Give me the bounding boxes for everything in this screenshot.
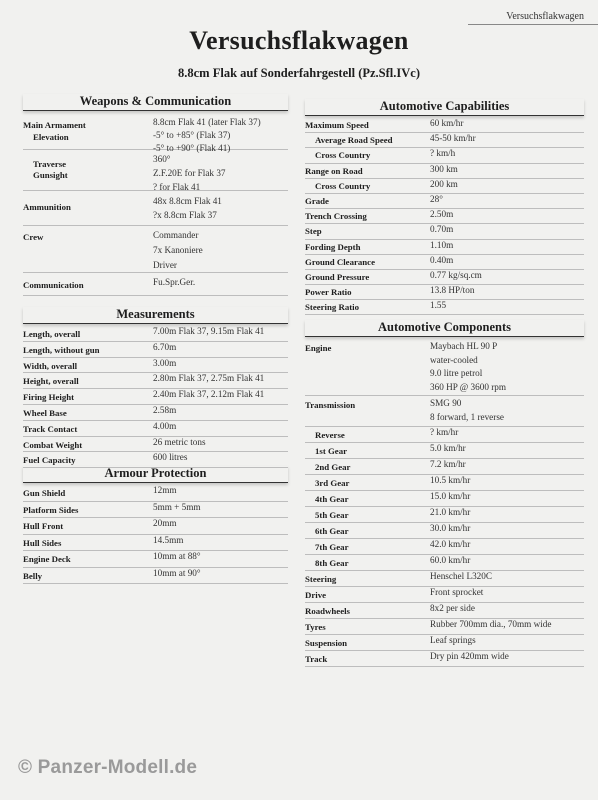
spec-row [305, 240, 584, 255]
spec-label: Roadwheels [305, 606, 350, 616]
spec-value: Fu.Spr.Ger. [153, 277, 196, 287]
spec-value: 8x2 per side [430, 603, 475, 613]
spec-value: Henschel L320C [430, 571, 493, 581]
spec-row [305, 427, 584, 443]
spec-label: Tyres [305, 622, 326, 632]
spec-value: 2.58m [153, 404, 177, 415]
spec-row [23, 535, 288, 552]
spec-label: Engine [305, 343, 332, 353]
spec-row [305, 339, 584, 396]
spec-value: 7.00m Flak 37, 9.15m Flak 41 [153, 326, 265, 336]
spec-label: 4th Gear [315, 494, 349, 504]
spec-label: Ammunition [23, 202, 71, 212]
spec-value: 200 km [430, 178, 458, 189]
spec-value: 10.5 km/hr [430, 475, 471, 485]
spec-label: Wheel Base [23, 407, 67, 418]
spec-value: 60.0 km/hr [430, 555, 471, 565]
spec-row [23, 502, 288, 519]
components-section [305, 320, 584, 667]
spec-label: 3rd Gear [315, 478, 350, 488]
spec-label: Reverse [315, 430, 345, 440]
spec-row [305, 539, 584, 555]
capabilities-section-title: Automotive Capabilities [305, 99, 584, 116]
spec-label: Steering [305, 574, 337, 584]
spec-value: 2.80m Flak 37, 2.75m Flak 41 [153, 373, 265, 384]
spec-row [305, 270, 584, 285]
spec-label: Crew [23, 232, 44, 242]
spec-value: 30.0 km/hr [430, 523, 471, 533]
spec-value: 21.0 km/hr [430, 507, 471, 517]
spec-value: 2.40m Flak 37, 2.12m Flak 41 [153, 389, 265, 400]
spec-row [305, 209, 584, 224]
spec-label: 7th Gear [315, 542, 349, 552]
spec-value: 42.0 km/hr [430, 539, 471, 549]
spec-value: 26 metric tons [153, 436, 206, 447]
spec-value: 1.55 [430, 300, 447, 311]
spec-label: Ground Pressure [305, 271, 370, 282]
spec-value: 300 km [430, 163, 458, 174]
spec-value: 12mm [153, 485, 177, 495]
spec-value: 13.8 HP/ton [430, 285, 475, 296]
spec-value: Rubber 700mm dia., 70mm wide [430, 619, 552, 629]
measurements-section-title: Measurements [23, 307, 288, 324]
spec-label: Cross Country [315, 150, 371, 161]
spec-label: Belly [23, 570, 43, 581]
page-title: Versuchsflakwagen [189, 26, 409, 55]
spec-value: Commander [153, 230, 199, 240]
spec-row [305, 587, 584, 603]
running-header: Versuchsflakwagen [506, 11, 584, 22]
spec-value: ? for Flak 41 [153, 182, 201, 192]
spec-row [305, 179, 584, 194]
spec-row [23, 518, 288, 535]
spec-label: Traverse [33, 159, 67, 169]
capabilities-section [305, 99, 584, 315]
spec-value: 360° [153, 154, 171, 164]
spec-row [305, 148, 584, 163]
spec-label: Steering Ratio [305, 302, 359, 313]
spec-label: Gunsight [33, 170, 68, 180]
spec-row [23, 405, 288, 421]
spec-row [23, 226, 288, 273]
spec-row [305, 523, 584, 539]
spec-value: water-cooled [430, 354, 478, 365]
spec-row [305, 571, 584, 587]
spec-label: Length, overall [23, 329, 81, 339]
spec-value: Driver [153, 260, 177, 270]
spec-label: Ground Clearance [305, 256, 375, 267]
spec-row [305, 224, 584, 239]
spec-value: 60 km/hr [430, 118, 464, 128]
spec-label: Length, without gun [23, 344, 100, 355]
spec-row [305, 396, 584, 427]
spec-value: 28° [430, 193, 443, 204]
spec-value: Leaf springs [430, 635, 476, 645]
spec-label: Track Contact [23, 423, 78, 434]
spec-row [23, 273, 288, 296]
armour-section-title: Armour Protection [23, 466, 288, 483]
spec-label: Height, overall [23, 376, 79, 387]
spec-value: ? km/hr [430, 427, 459, 437]
spec-row [23, 191, 288, 226]
spec-value: 0.70m [430, 224, 454, 235]
spec-value: ?x 8.8cm Flak 37 [153, 210, 217, 220]
spec-label: Platform Sides [23, 504, 79, 515]
spec-label: Average Road Speed [315, 135, 393, 146]
spec-row [23, 389, 288, 405]
spec-value: Z.F.20E for Flak 37 [153, 168, 226, 178]
spec-row [23, 551, 288, 568]
measurements-section [23, 307, 288, 468]
spec-value: 360 HP @ 3600 rpm [430, 381, 507, 392]
spec-value: 600 litres [153, 452, 188, 463]
spec-value: Dry pin 420mm wide [430, 651, 509, 661]
spec-row [23, 568, 288, 585]
spec-label: Drive [305, 590, 327, 600]
spec-row [305, 635, 584, 651]
watermark: © Panzer-Modell.de [18, 757, 198, 778]
spec-value: 1.10m [430, 239, 454, 250]
spec-row [305, 118, 584, 133]
spec-label: 8th Gear [315, 558, 349, 568]
spec-label: Gun Shield [23, 488, 66, 498]
spec-row [23, 485, 288, 502]
spec-row [305, 619, 584, 635]
spec-label: Fuel Capacity [23, 455, 76, 466]
spec-row [305, 300, 584, 315]
spec-row [305, 133, 584, 148]
armour-section [23, 466, 288, 584]
spec-label: 2nd Gear [315, 462, 351, 472]
spec-label: Power Ratio [305, 287, 352, 298]
spec-row [23, 113, 288, 153]
spec-row [305, 285, 584, 300]
spec-row [305, 164, 584, 179]
spec-row [305, 603, 584, 619]
spec-value: 45-50 km/hr [430, 133, 476, 144]
spec-label: Main Armament [23, 120, 86, 130]
spec-value: 8 forward, 1 reverse [430, 411, 504, 422]
spec-value: -5° to +85° (Flak 37) [153, 130, 231, 140]
spec-row [305, 194, 584, 209]
spec-label: Track [305, 654, 328, 664]
spec-label: Step [305, 226, 322, 237]
spec-value: -5° to +90° (Flak 41) [153, 143, 231, 153]
spec-value: 8.8cm Flak 41 (later Flak 37) [153, 117, 261, 127]
spec-value: 4.00m [153, 420, 177, 431]
spec-value: 9.0 litre petrol [430, 368, 483, 378]
spec-label: Maximum Speed [305, 120, 369, 130]
spec-value: 7.2 km/hr [430, 459, 466, 469]
spec-label: Hull Sides [23, 537, 62, 548]
spec-row [305, 507, 584, 523]
spec-label: Communication [23, 280, 84, 290]
weapons-section-title: Weapons & Communication [23, 94, 288, 111]
spec-label: Trench Crossing [305, 211, 367, 222]
spec-row [23, 342, 288, 358]
spec-value: 20mm [153, 518, 177, 528]
spec-value: 7x Kanoniere [153, 245, 203, 255]
spec-value: 2.50m [430, 209, 454, 220]
spec-row [23, 437, 288, 453]
spec-label: 6th Gear [315, 526, 349, 536]
spec-row [305, 475, 584, 491]
spec-row [305, 491, 584, 507]
spec-value: 10mm at 90° [153, 567, 201, 578]
spec-value: 10mm at 88° [153, 551, 201, 561]
spec-label: Cross Country [315, 180, 371, 191]
spec-value: Front sprocket [430, 587, 484, 597]
spec-label: Grade [305, 195, 329, 206]
weapons-section [23, 94, 288, 296]
spec-row [23, 150, 288, 191]
spec-label: Range on Road [305, 165, 363, 176]
spec-value: 5.0 km/hr [430, 443, 466, 453]
spec-value: 0.77 kg/sq.cm [430, 269, 482, 280]
spec-row [23, 358, 288, 374]
spec-label: Combat Weight [23, 439, 83, 450]
spec-row [305, 459, 584, 475]
spec-row [23, 326, 288, 342]
spec-row [305, 443, 584, 459]
spec-value: 14.5mm [153, 534, 184, 545]
spec-label: Transmission [305, 400, 356, 410]
page-subtitle: 8.8cm Flak auf Sonderfahrgestell (Pz.Sfl.IVc) [178, 66, 420, 80]
spec-value: 15.0 km/hr [430, 491, 471, 501]
spec-label: 1st Gear [315, 446, 348, 456]
spec-label: Elevation [33, 132, 69, 142]
spec-value: 48x 8.8cm Flak 41 [153, 196, 222, 206]
spec-label: Fording Depth [305, 241, 361, 252]
spec-label: Firing Height [23, 392, 75, 403]
spec-value: 0.40m [430, 254, 454, 265]
running-header-rule [468, 24, 598, 25]
spec-value: ? km/h [430, 148, 456, 159]
spec-value: SMG 90 [430, 398, 462, 408]
spec-row [23, 421, 288, 437]
components-section-title: Automotive Components [305, 320, 584, 337]
spec-row [23, 373, 288, 389]
spec-row [305, 255, 584, 270]
spec-label: Width, overall [23, 360, 78, 371]
spec-label: Engine Deck [23, 554, 71, 564]
spec-label: 5th Gear [315, 510, 349, 520]
spec-row [305, 555, 584, 571]
spec-value: 5mm + 5mm [153, 501, 201, 512]
spec-value: Maybach HL 90 P [430, 341, 498, 351]
spec-label: Hull Front [23, 521, 64, 531]
spec-value: 3.00m [153, 357, 177, 368]
spec-label: Suspension [305, 638, 348, 648]
spec-row [305, 651, 584, 667]
spec-value: 6.70m [153, 341, 177, 352]
